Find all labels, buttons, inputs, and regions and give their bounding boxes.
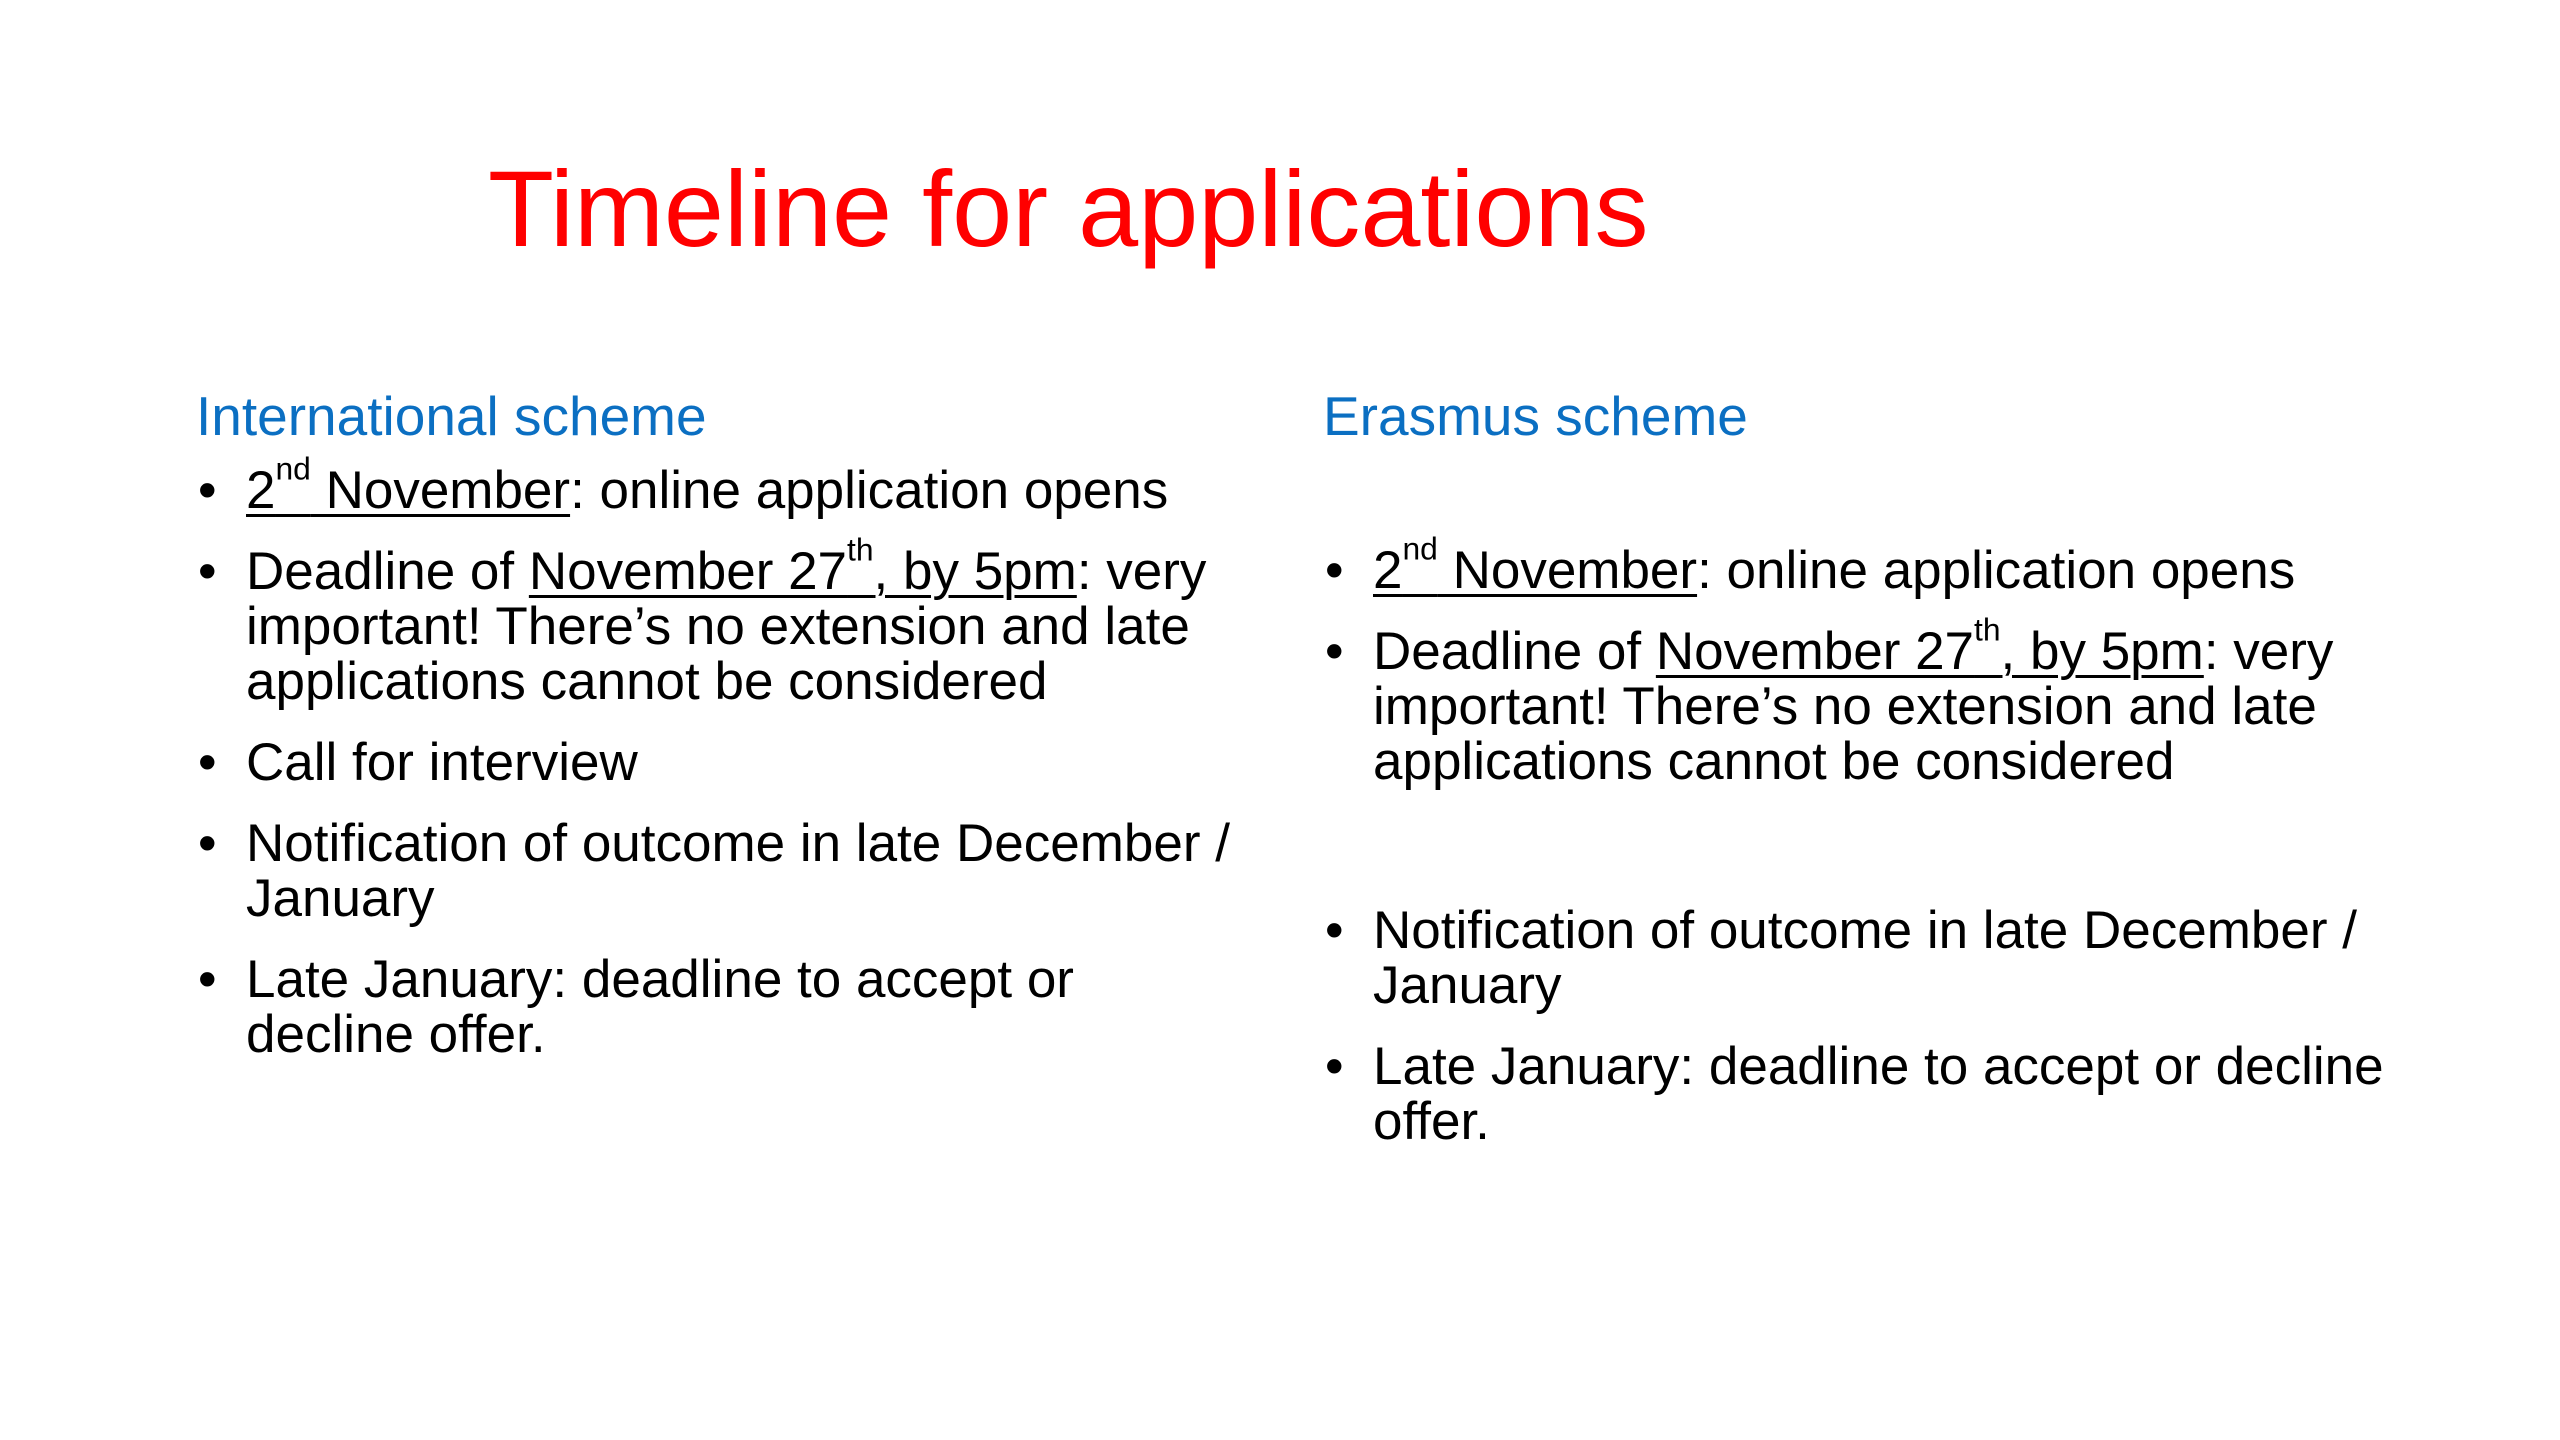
bullet-icon: • <box>198 460 217 520</box>
international-scheme-column <box>196 386 1246 1088</box>
erasmus-timeline-list <box>1323 529 2423 1151</box>
international-scheme-heading: International scheme <box>196 385 707 447</box>
list-item: • Deadline of November 27th, by 5pm: very important! There’s no extension and late applications cannot be considered <box>1325 610 2334 791</box>
bullet-icon: • <box>198 541 217 601</box>
open-date: 2nd November <box>246 449 571 520</box>
interview-text: Call for interview <box>246 732 638 792</box>
list-item <box>196 949 1246 1064</box>
notification-text: Notification of outcome in late December / January <box>1373 900 2357 1015</box>
international-timeline-list <box>196 449 1246 1064</box>
list-item <box>196 813 1246 928</box>
deadline-text: : very important! There’s no extension and late applications cannot be considered <box>246 541 1207 711</box>
list-item <box>196 732 1246 792</box>
slide-title: Timeline for applications <box>488 148 1649 269</box>
bullet-icon: • <box>198 732 217 792</box>
deadline-date: November 27th, by 5pm <box>1655 610 2204 681</box>
open-date-text: : online application opens <box>1697 540 2296 600</box>
bullet-icon: • <box>198 813 217 873</box>
list-item <box>1323 529 2423 600</box>
bullet-icon: • <box>198 949 217 1009</box>
open-date: 2nd November <box>1373 529 1698 600</box>
accept-deadline-text: Late January: deadline to accept or decline offer. <box>1373 1036 2384 1151</box>
list-item <box>1323 900 2423 1015</box>
deadline-text: : very important! There’s no extension and late applications cannot be considered <box>1373 621 2334 791</box>
accept-deadline-text: Late January: deadline to accept or decline offer. <box>246 949 1074 1064</box>
deadline-date: November 27th, by 5pm <box>528 530 1077 601</box>
list-item: • Deadline of November 27th, by 5pm: very important! There’s no extension and late applications cannot be considered <box>198 530 1207 711</box>
erasmus-scheme-column <box>1323 386 2423 1175</box>
bullet-icon: • <box>1325 1036 1344 1096</box>
bullet-icon: • <box>1325 621 1344 681</box>
bullet-icon: • <box>1325 900 1344 960</box>
notification-text: Notification of outcome in late December / January <box>246 813 1230 928</box>
erasmus-scheme-heading: Erasmus scheme <box>1323 385 1748 447</box>
list-item <box>196 449 1246 520</box>
bullet-icon: • <box>1325 540 1344 600</box>
list-item <box>1323 1036 2423 1151</box>
open-date-text: : online application opens <box>570 460 1169 520</box>
